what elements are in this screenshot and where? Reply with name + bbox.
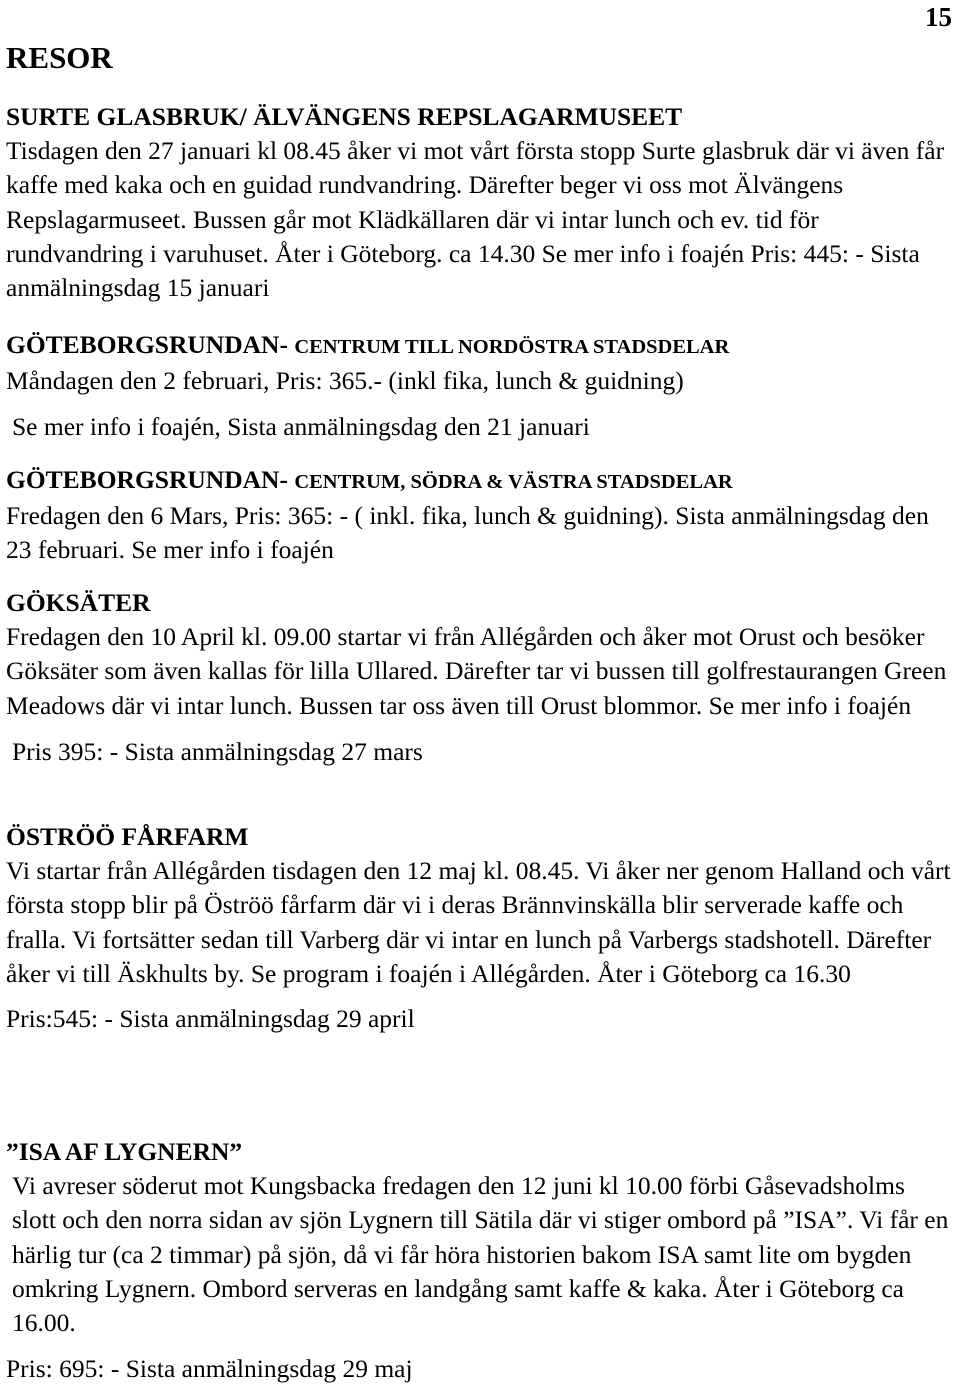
- section-text: Tisdagen den 27 januari kl 08.45 åker vi mot vårt första stopp Surte glasbruk där vi även får kaffe med kaka och en guidad rundvandring. Därefter beger vi oss mot Älvängens Repslagarmuseet. Bussen går mot Klädkällaren där vi intar lunch och ev. tid för rundvandring i varuhuset. Åter i Göteborg. ca 14.30 Se mer info i foajén Pris: 445: - Sista anmälningsdag 15 januari: [6, 136, 945, 303]
- section-heading: ”ISA AF LYGNERN”: [6, 1137, 243, 1166]
- section-isa: [6, 1135, 954, 1387]
- section-heading: GÖTEBORGSRUNDAN- CENTRUM TILL NORDÖSTRA STADSDELAR: [6, 330, 730, 359]
- section-heading: GÖTEBORGSRUNDAN- CENTRUM, SÖDRA & VÄSTRA STADSDELAR: [6, 465, 733, 494]
- section-goteborgsrundan-sodra: [6, 463, 954, 568]
- section-goteborgsrundan-nordost: [6, 328, 954, 445]
- page-number: 15: [925, 2, 952, 32]
- section-price: Pris 395: - Sista anmälningsdag 27 mars: [12, 736, 423, 766]
- section-heading: SURTE GLASBRUK/ ÄLVÄNGENS REPSLAGARMUSEET: [6, 102, 683, 131]
- section-goksater: [6, 586, 954, 769]
- section-heading: GÖKSÄTER: [6, 588, 151, 617]
- section-ostroo: [6, 820, 954, 1036]
- section-text: Fredagen den 6 Mars, Pris: 365: - ( inkl. fika, lunch & guidning). Sista anmälningsdag den 23 februari. Se mer info i foajén: [6, 501, 929, 565]
- section-surte: [6, 100, 954, 305]
- section-info: Se mer info i foajén, Sista anmälningsdag den 21 januari: [12, 412, 590, 442]
- section-text: Vi startar från Allégården tisdagen den 12 maj kl. 08.45. Vi åker ner genom Halland och vårt första stopp blir på Öströö fårfarm där vi i deras Brännvinskälla blir serverade kaffe och fralla. Vi fortsätter sedan till Varberg där vi intar en lunch på Varbergs stadshotell. Därefter åker vi till Äskhults by. Se program i foajén i Allégården. Åter i Göteborg ca 16.30: [6, 856, 951, 988]
- section-text: Vi avreser söderut mot Kungsbacka fredagen den 12 juni kl 10.00 förbi Gåsevadsholms slott och den norra sidan av sjön Lygnern till Sätila där vi stiger ombord på ”ISA”. Vi får en härlig tur (ca 2 timmar) på sjön, då vi får höra historien bakom ISA samt lite om bygden omkring Lygnern. Ombord serveras en landgång samt kaffe & kaka. Åter i Göteborg ca 16.00.: [12, 1171, 949, 1338]
- section-price: Pris: 695: - Sista anmälningsdag 29 maj: [6, 1354, 413, 1384]
- section-heading: ÖSTRÖÖ FÅRFARM: [6, 822, 249, 851]
- page-title: RESOR: [6, 40, 113, 75]
- section-text: Fredagen den 10 April kl. 09.00 startar vi från Allégården och åker mot Orust och besöker Göksäter som även kallas för lilla Ullared. Därefter tar vi bussen till golfrestaurangen Green Meadows där vi intar lunch. Bussen tar oss även till Orust blommor. Se mer info i foajén: [6, 622, 947, 720]
- section-text: Måndagen den 2 februari, Pris: 365.- (inkl fika, lunch & guidning): [6, 366, 684, 395]
- section-price: Pris:545: - Sista anmälningsdag 29 april: [6, 1004, 415, 1034]
